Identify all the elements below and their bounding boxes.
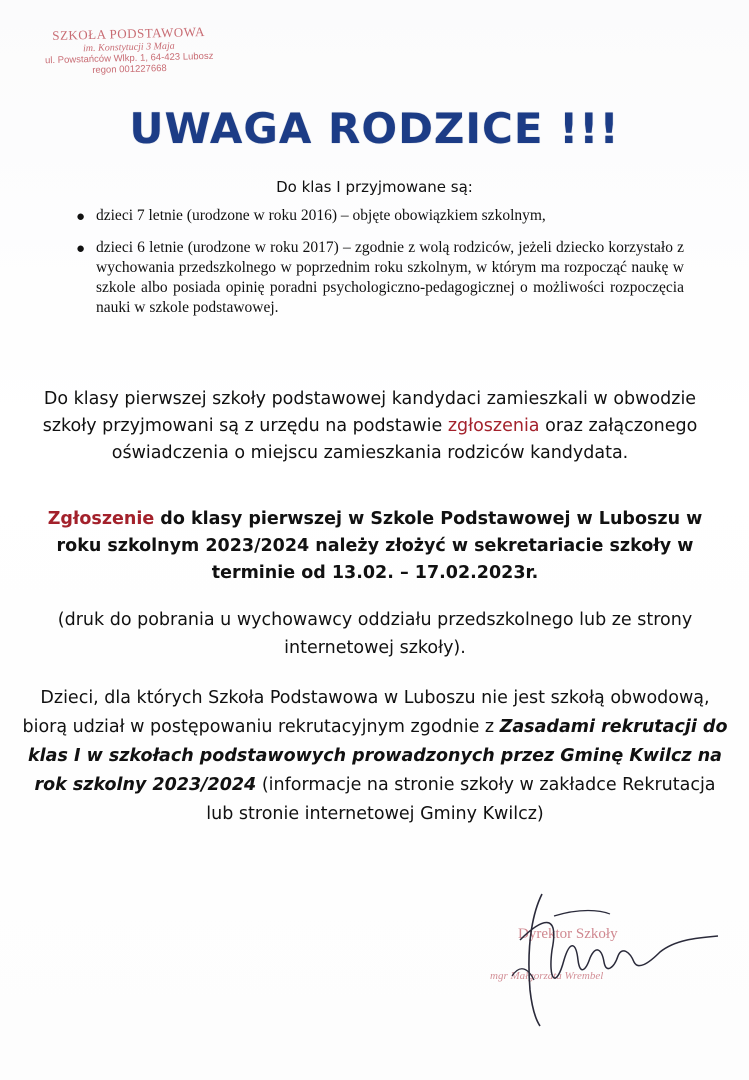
stamp-line-1: SZKOŁA PODSTAWOWA (52, 24, 206, 44)
bullet-icon: ● (76, 209, 86, 225)
paragraph-text: Dzieci, dla których Szkoła Podstawowa w Luboszu nie jest szkołą obwodową, biorą udział w postępowaniu rekrutacyjnym zgodnie z (22, 688, 710, 737)
paragraph-text: do klasy pierwszej w Szkole Podstawowej w Luboszu w roku szkolnym 2023/2024 należy złożyć w sekretariacie szkoły w terminie od 13.02. – 17.02.2023r. (56, 509, 703, 583)
signature-block (490, 880, 720, 1030)
paragraph-deadline (30, 506, 720, 587)
signature-role: Dyrektor Szkoły (518, 926, 618, 942)
stamp-line-4: regon 001227668 (92, 63, 167, 76)
paragraph-text: oraz załączonego oświadczenia o miejscu zamieszkania rodziców kandydata. (111, 416, 698, 463)
handwritten-signature (490, 880, 720, 1030)
list-item-text: dzieci 6 letnie (urodzone w roku 2017) – zgodnie z wolą rodziców, jeżeli dziecko korzystało z wychowania przedszkolnego w poprzednim roku szkolnym, w którym ma rozpocząć naukę w szkole albo posiada opinię poradni psychologiczno-pedagogicznej o możliwości rozpoczęcia nauki w szkole podstawowej. (96, 239, 684, 316)
highlighted-word: Zgłoszenie (47, 509, 155, 529)
list-item (72, 206, 684, 226)
admission-list (72, 206, 684, 318)
intro-heading: Do klas I przyjmowane są: (276, 178, 473, 196)
list-item (72, 238, 684, 318)
paragraph-text: (informacje na stronie szkoły w zakładce Rekrutacja lub stronie internetowej Gminy Kwilcz) (206, 775, 716, 824)
page-title: UWAGA RODZICE !!! (129, 104, 620, 153)
paragraph-catchment (40, 386, 700, 467)
stamp-line-3: ul. Powstańców Wlkp. 1, 64-423 Lubosz (44, 50, 214, 67)
paragraph-recruitment (22, 684, 728, 829)
stamp-line-2: im. Konstytucji 3 Maja (82, 40, 175, 55)
school-stamp (33, 24, 224, 78)
highlighted-word: zgłoszenia (447, 416, 540, 436)
emphasized-text: Zasadami rekrutacji do klas I w szkołach podstawowych prowadzonych przez Gminę Kwilcz na rok szkolny 2023/2024 (28, 717, 728, 795)
list-item-text: dzieci 7 letnie (urodzone w roku 2016) – objęte obowiązkiem szkolnym, (96, 207, 546, 224)
signature-name: mgr Małgorzata Wrembel (490, 970, 604, 982)
paragraph-text: Do klasy pierwszej szkoły podstawowej kandydaci zamieszkali w obwodzie szkoły przyjmowani są z urzędu na podstawie (42, 389, 697, 436)
bullet-icon: ● (76, 241, 86, 257)
paragraph-form-download: (druk do pobrania u wychowawcy oddziału przedszkolnego lub ze strony internetowej szkoły). (57, 610, 693, 658)
